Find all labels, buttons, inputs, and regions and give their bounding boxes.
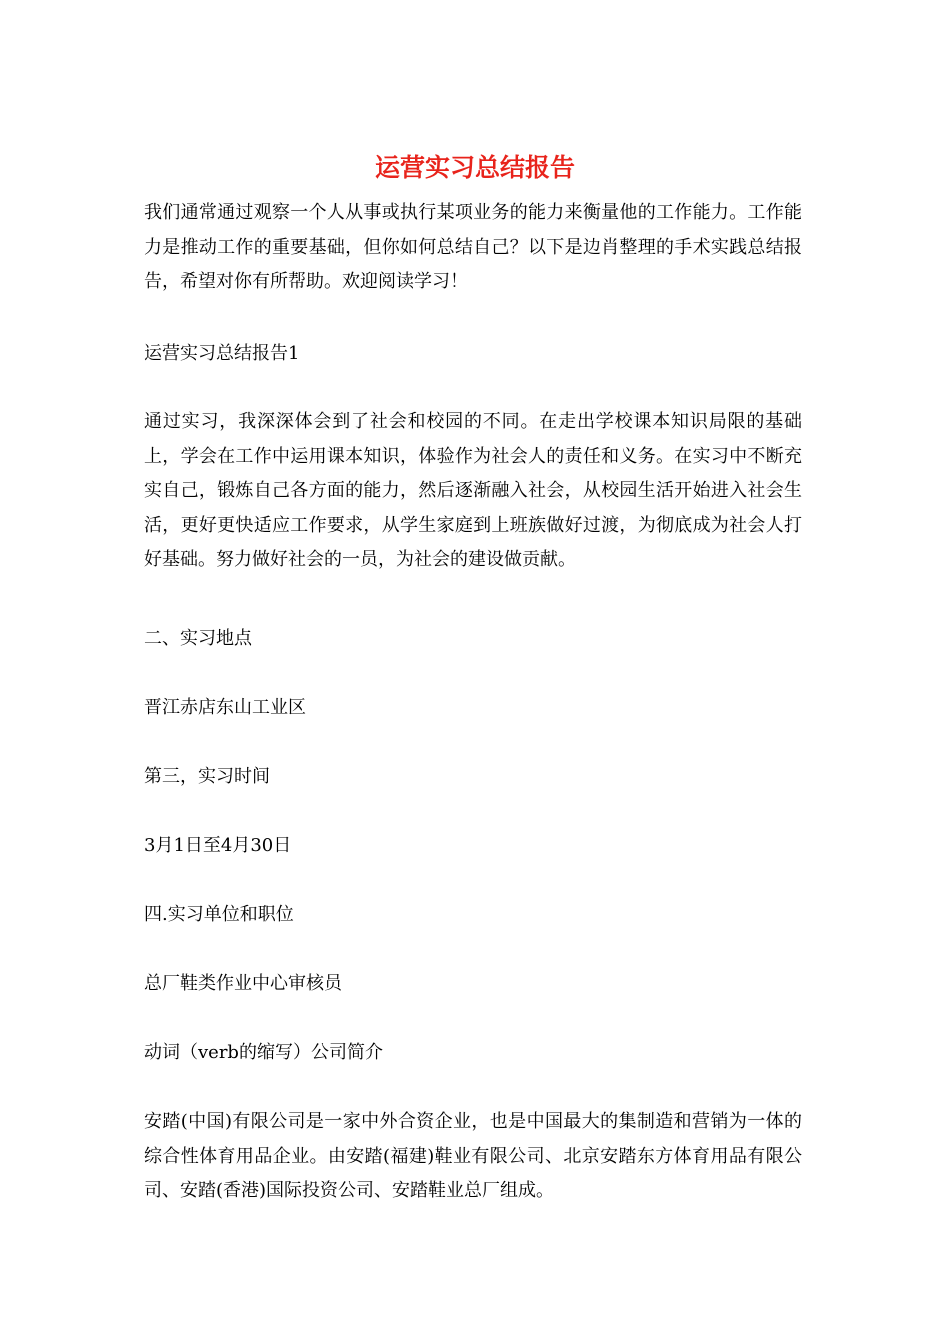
intro-paragraph: 我们通常通过观察一个人从事或执行某项业务的能力来衡量他的工作能力。工作能力是推动工作的重要基础，但你如何总结自己？以下是边肖整理的手术实践总结报告，希望对你有所帮助。欢迎阅读学习！	[144, 202, 802, 292]
company-paragraph: 安踏(中国)有限公司是一家中外合资企业，也是中国最大的集制造和营销为一体的综合性体育用品企业。由安踏(福建)鞋业有限公司、北京安踏东方体育用品有限公司、安踏(香港)国际投资公司、安踏鞋业总厂组成。	[144, 1111, 802, 1201]
time-heading: 第三，实习时间	[144, 766, 270, 787]
section-heading: 运营实习总结报告1	[144, 343, 300, 364]
time-value: 3月1日至4月30日	[144, 835, 292, 856]
body-paragraph: 通过实习，我深深体会到了社会和校园的不同。在走出学校课本知识局限的基础上，学会在工作中运用课本知识，体验作为社会人的责任和义务。在实习中不断充实自己，锻炼自己各方面的能力，然后逐渐融入社会，从校园生活开始进入社会生活，更好更快适应工作要求，从学生家庭到上班族做好过渡，为彻底成为社会人打好基础。努力做好社会的一员，为社会的建设做贡献。	[144, 411, 802, 570]
location-value: 晋江赤店东山工业区	[144, 697, 306, 718]
unit-heading: 四.实习单位和职位	[144, 904, 294, 925]
location-heading: 二、实习地点	[144, 628, 252, 649]
company-heading: 动词（verb的缩写）公司简介	[144, 1042, 383, 1063]
unit-value: 总厂鞋类作业中心审核员	[144, 973, 342, 994]
document-title: 运营实习总结报告	[374, 153, 575, 182]
